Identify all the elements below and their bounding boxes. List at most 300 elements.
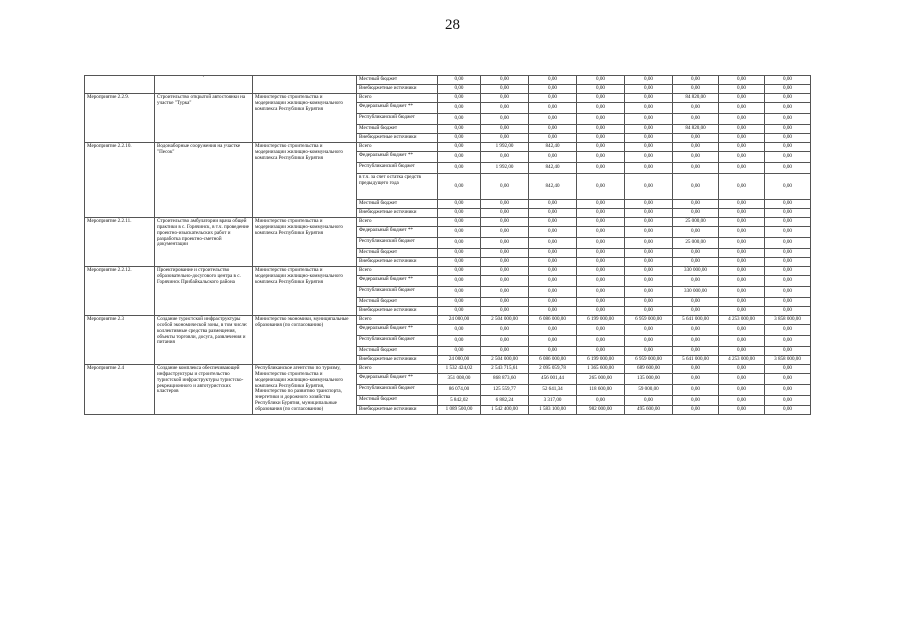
amount-cell: 5 641 000,00 — [673, 316, 719, 325]
amount-cell: 0,00 — [438, 307, 481, 316]
amount-cell: 0,00 — [529, 114, 577, 125]
amount-cell: 1 532 424,02 — [438, 365, 481, 374]
amount-cell: 0,00 — [673, 200, 719, 209]
amount-cell: 0,00 — [765, 365, 811, 374]
amount-cell: 0,00 — [529, 94, 577, 103]
amount-cell: 982 000,00 — [577, 405, 625, 414]
amount-cell: 52 641,34 — [529, 385, 577, 396]
table-row — [85, 94, 811, 103]
funding-source-cell: Внебюджетные источники — [357, 134, 438, 143]
amount-cell: 0,00 — [438, 249, 481, 258]
funding-source-cell: Всего — [357, 316, 438, 325]
funding-source-cell: Внебюджетные источники — [357, 85, 438, 94]
amount-cell: 0,00 — [673, 209, 719, 218]
measure-code-cell: Мероприятие 2.4 — [85, 365, 155, 415]
amount-cell: 0,00 — [673, 143, 719, 152]
amount-cell: 0,00 — [765, 396, 811, 405]
amount-cell: 495 600,00 — [625, 405, 673, 414]
amount-cell: 0,00 — [577, 287, 625, 298]
funding-source-cell: Местный бюджет — [357, 249, 438, 258]
measure-code-cell: Мероприятие 2.3 — [85, 316, 155, 365]
amount-cell: 0,00 — [577, 325, 625, 336]
amount-cell: 5 842,02 — [438, 396, 481, 405]
amount-cell: 1 583 100,00 — [529, 405, 577, 414]
amount-cell: 0,00 — [481, 298, 529, 307]
amount-cell: 0,00 — [625, 134, 673, 143]
amount-cell: 0,00 — [481, 94, 529, 103]
amount-cell: 84 820,00 — [673, 94, 719, 103]
amount-cell: 0,00 — [719, 365, 765, 374]
amount-cell: 0,00 — [765, 209, 811, 218]
amount-cell: 0,00 — [577, 85, 625, 94]
amount-cell: 1 365 600,00 — [577, 365, 625, 374]
amount-cell: 0,00 — [529, 267, 577, 276]
amount-cell: 1 089 500,00 — [438, 405, 481, 414]
amount-cell: 0,00 — [625, 325, 673, 336]
amount-cell: 0,00 — [673, 134, 719, 143]
amount-cell: 0,00 — [438, 238, 481, 249]
amount-cell: 0,00 — [625, 307, 673, 316]
amount-cell: 0,00 — [577, 276, 625, 287]
funding-source-cell: Федеральный бюджет ** — [357, 325, 438, 336]
amount-cell: 0,00 — [673, 405, 719, 414]
amount-cell: 0,00 — [719, 396, 765, 405]
amount-cell: 0,00 — [529, 125, 577, 134]
amount-cell: 0,00 — [625, 143, 673, 152]
amount-cell: 3 858 000,00 — [765, 356, 811, 365]
amount-cell: 0,00 — [481, 85, 529, 94]
amount-cell: 0,00 — [719, 152, 765, 163]
amount-cell: 0,00 — [765, 258, 811, 267]
amount-cell: 0,00 — [719, 143, 765, 152]
amount-cell: 0,00 — [625, 267, 673, 276]
amount-cell: 0,00 — [438, 287, 481, 298]
amount-cell: 0,00 — [625, 209, 673, 218]
amount-cell: 0,00 — [625, 174, 673, 200]
amount-cell: 5 641 000,00 — [673, 356, 719, 365]
amount-cell: 0,00 — [438, 325, 481, 336]
amount-cell: 24 000,00 — [438, 316, 481, 325]
amount-cell: 0,00 — [577, 249, 625, 258]
amount-cell: 0,00 — [673, 114, 719, 125]
amount-cell: 0,00 — [765, 227, 811, 238]
amount-cell: 0,00 — [719, 103, 765, 114]
amount-cell: 4 253 000,00 — [719, 356, 765, 365]
amount-cell: 0,00 — [438, 336, 481, 347]
amount-cell: 351 008,00 — [438, 374, 481, 385]
amount-cell: 0,00 — [481, 152, 529, 163]
amount-cell: 0,00 — [625, 396, 673, 405]
amount-cell: 0,00 — [765, 174, 811, 200]
amount-cell: 0,00 — [625, 125, 673, 134]
amount-cell: 1 992,00 — [481, 163, 529, 174]
amount-cell: 0,00 — [719, 200, 765, 209]
amount-cell: 0,00 — [719, 374, 765, 385]
amount-cell: 0,00 — [529, 134, 577, 143]
executor-cell: Министерство строительства и модернизации жилищно-коммунального комплекса Республики Бурятия — [253, 143, 357, 218]
amount-cell: 0,00 — [625, 298, 673, 307]
amount-cell: 0,00 — [719, 276, 765, 287]
amount-cell: 0,00 — [577, 336, 625, 347]
amount-cell: 0,00 — [529, 218, 577, 227]
amount-cell: 0,00 — [673, 325, 719, 336]
amount-cell: 0,00 — [481, 276, 529, 287]
amount-cell: 0,00 — [765, 276, 811, 287]
amount-cell: 6 199 000,00 — [577, 316, 625, 325]
funding-source-cell: Республиканский бюджет — [357, 336, 438, 347]
measure-name-cell: Создание туристской инфраструктуры особой экономической зоны, в том числе: коллективные средства размещения, объекты торговли, досуга, развлечения и питания — [155, 316, 253, 365]
amount-cell: 0,00 — [719, 298, 765, 307]
measure-code-cell: Мероприятие 2.2.9. — [85, 94, 155, 143]
funding-source-cell: Республиканский бюджет — [357, 385, 438, 396]
amount-cell: 0,00 — [673, 85, 719, 94]
amount-cell: 0,00 — [625, 238, 673, 249]
amount-cell: 0,00 — [673, 152, 719, 163]
amount-cell: 0,00 — [577, 258, 625, 267]
amount-cell: 0,00 — [765, 298, 811, 307]
amount-cell: 0,00 — [438, 298, 481, 307]
amount-cell: 118 600,00 — [577, 385, 625, 396]
amount-cell: 0,00 — [673, 298, 719, 307]
amount-cell: 0,00 — [529, 287, 577, 298]
amount-cell: 0,00 — [673, 76, 719, 85]
amount-cell: 0,00 — [673, 249, 719, 258]
amount-cell: 0,00 — [673, 385, 719, 396]
amount-cell: 0,00 — [438, 218, 481, 227]
amount-cell: 0,00 — [625, 103, 673, 114]
funding-source-cell: Местный бюджет — [357, 76, 438, 85]
page-number: 28 — [445, 17, 460, 33]
amount-cell: 0,00 — [438, 85, 481, 94]
amount-cell: 0,00 — [765, 238, 811, 249]
executor-cell: Министерство экономики, муниципальные образования (по согласованию) — [253, 316, 357, 365]
amount-cell: 0,00 — [577, 227, 625, 238]
amount-cell: 0,00 — [719, 385, 765, 396]
table-row — [85, 267, 811, 276]
amount-cell: 0,00 — [719, 174, 765, 200]
amount-cell: 0,00 — [765, 267, 811, 276]
amount-cell: 6 086 000,00 — [529, 316, 577, 325]
funding-source-cell: Местный бюджет — [357, 396, 438, 405]
amount-cell: 0,00 — [438, 163, 481, 174]
amount-cell: 0,00 — [673, 374, 719, 385]
amount-cell: 330 000,00 — [673, 287, 719, 298]
amount-cell: 689 600,00 — [625, 365, 673, 374]
funding-source-cell: Всего — [357, 218, 438, 227]
amount-cell: 0,00 — [481, 218, 529, 227]
funding-source-cell: Внебюджетные источники — [357, 356, 438, 365]
amount-cell: 0,00 — [625, 249, 673, 258]
amount-cell: 0,00 — [673, 336, 719, 347]
amount-cell: 0,00 — [719, 227, 765, 238]
amount-cell: 0,00 — [438, 103, 481, 114]
table-row — [85, 76, 811, 85]
amount-cell: 0,00 — [529, 152, 577, 163]
funding-source-cell: в т.ч. за счет остатка средств предыдущего года — [357, 174, 438, 200]
amount-cell: 0,00 — [438, 209, 481, 218]
amount-cell: 0,00 — [481, 134, 529, 143]
funding-source-cell: Республиканский бюджет — [357, 163, 438, 174]
amount-cell: 0,00 — [719, 258, 765, 267]
amount-cell: 0,00 — [673, 174, 719, 200]
funding-source-cell: Федеральный бюджет ** — [357, 152, 438, 163]
amount-cell: 0,00 — [481, 249, 529, 258]
amount-cell: 0,00 — [765, 94, 811, 103]
amount-cell: 0,00 — [577, 76, 625, 85]
amount-cell: 0,00 — [438, 114, 481, 125]
amount-cell: 1 992,00 — [481, 143, 529, 152]
executor-cell: Министерство строительства и модернизации жилищно-коммунального комплекса Республики Бурятия — [253, 218, 357, 267]
amount-cell: 0,00 — [673, 396, 719, 405]
table-row — [85, 218, 811, 227]
amount-cell: 2 095 059,78 — [529, 365, 577, 374]
amount-cell: 0,00 — [719, 163, 765, 174]
funding-source-cell: Республиканский бюджет — [357, 238, 438, 249]
amount-cell: 3 858 000,00 — [765, 316, 811, 325]
amount-cell: 0,00 — [529, 238, 577, 249]
amount-cell: 0,00 — [577, 143, 625, 152]
measure-code-cell — [85, 76, 155, 94]
amount-cell: 0,00 — [438, 258, 481, 267]
amount-cell: 135 000,00 — [625, 374, 673, 385]
amount-cell: 0,00 — [577, 347, 625, 356]
funding-source-cell: Федеральный бюджет ** — [357, 374, 438, 385]
amount-cell: 0,00 — [673, 258, 719, 267]
table-row — [85, 365, 811, 374]
amount-cell: 0,00 — [765, 307, 811, 316]
amount-cell: 0,00 — [481, 336, 529, 347]
amount-cell: 0,00 — [625, 287, 673, 298]
amount-cell: 0,00 — [529, 209, 577, 218]
amount-cell: 0,00 — [765, 385, 811, 396]
amount-cell: 0,00 — [719, 218, 765, 227]
amount-cell: 6 086 000,00 — [529, 356, 577, 365]
amount-cell: 0,00 — [765, 114, 811, 125]
amount-cell: 0,00 — [438, 152, 481, 163]
amount-cell: 0,00 — [765, 85, 811, 94]
funding-source-cell: Всего — [357, 365, 438, 374]
funding-source-cell: Внебюджетные источники — [357, 209, 438, 218]
amount-cell: 330 000,00 — [673, 267, 719, 276]
amount-cell: 0,00 — [765, 125, 811, 134]
amount-cell: 0,00 — [577, 163, 625, 174]
amount-cell: 0,00 — [625, 114, 673, 125]
amount-cell: 0,00 — [438, 174, 481, 200]
amount-cell: 24 000,00 — [438, 356, 481, 365]
amount-cell: 0,00 — [719, 238, 765, 249]
amount-cell: 0,00 — [529, 298, 577, 307]
amount-cell: 0,00 — [577, 298, 625, 307]
amount-cell: 0,00 — [481, 125, 529, 134]
executor-cell: Министерство строительства и модернизации жилищно-коммунального комплекса Республики Бурятия — [253, 94, 357, 143]
amount-cell: 0,00 — [765, 347, 811, 356]
amount-cell: 0,00 — [481, 238, 529, 249]
amount-cell: 2 504 000,00 — [481, 316, 529, 325]
amount-cell: 0,00 — [577, 134, 625, 143]
amount-cell: 0,00 — [438, 143, 481, 152]
amount-cell: 0,00 — [673, 163, 719, 174]
amount-cell: 842,40 — [529, 174, 577, 200]
amount-cell: 0,00 — [765, 163, 811, 174]
amount-cell: 0,00 — [481, 287, 529, 298]
amount-cell: 0,00 — [529, 347, 577, 356]
amount-cell: 0,00 — [719, 405, 765, 414]
amount-cell: 0,00 — [577, 238, 625, 249]
measure-name-cell: Водонаборные сооружения на участке "Песок" — [155, 143, 253, 218]
amount-cell: 25 000,00 — [673, 218, 719, 227]
funding-source-cell: Федеральный бюджет ** — [357, 276, 438, 287]
funding-source-cell: Местный бюджет — [357, 298, 438, 307]
amount-cell: 0,00 — [765, 200, 811, 209]
funding-source-cell: Внебюджетные источники — [357, 405, 438, 414]
amount-cell: 0,00 — [577, 396, 625, 405]
amount-cell: 25 000,00 — [673, 238, 719, 249]
funding-source-cell: Внебюджетные источники — [357, 307, 438, 316]
amount-cell: 0,00 — [481, 307, 529, 316]
amount-cell: 3 317,00 — [529, 396, 577, 405]
amount-cell: 0,00 — [577, 103, 625, 114]
amount-cell: 0,00 — [719, 114, 765, 125]
amount-cell: 0,00 — [577, 200, 625, 209]
amount-cell: 0,00 — [438, 227, 481, 238]
amount-cell: 0,00 — [481, 267, 529, 276]
amount-cell: 0,00 — [529, 336, 577, 347]
amount-cell: 0,00 — [625, 76, 673, 85]
funding-source-cell: Местный бюджет — [357, 125, 438, 134]
amount-cell: 0,00 — [481, 347, 529, 356]
amount-cell: 0,00 — [625, 336, 673, 347]
amount-cell: 0,00 — [577, 152, 625, 163]
amount-cell: 0,00 — [625, 347, 673, 356]
amount-cell: 0,00 — [765, 325, 811, 336]
amount-cell: 0,00 — [625, 218, 673, 227]
amount-cell: 0,00 — [577, 114, 625, 125]
amount-cell: 842,40 — [529, 143, 577, 152]
amount-cell: 0,00 — [529, 227, 577, 238]
amount-cell: 0,00 — [765, 374, 811, 385]
amount-cell: 0,00 — [625, 152, 673, 163]
amount-cell: 0,00 — [673, 227, 719, 238]
funding-source-cell: Всего — [357, 94, 438, 103]
amount-cell: 0,00 — [577, 209, 625, 218]
amount-cell: 0,00 — [529, 249, 577, 258]
amount-cell: 6 882,24 — [481, 396, 529, 405]
amount-cell: 0,00 — [481, 258, 529, 267]
amount-cell: 0,00 — [625, 258, 673, 267]
funding-source-cell: Всего — [357, 143, 438, 152]
amount-cell: 0,00 — [438, 94, 481, 103]
funding-source-cell: Республиканский бюджет — [357, 287, 438, 298]
amount-cell: 2 504 000,00 — [481, 356, 529, 365]
amount-cell: 0,00 — [438, 347, 481, 356]
amount-cell: 0,00 — [719, 209, 765, 218]
amount-cell: 0,00 — [673, 103, 719, 114]
amount-cell: 0,00 — [719, 307, 765, 316]
amount-cell: 4 253 000,00 — [719, 316, 765, 325]
amount-cell: 0,00 — [625, 200, 673, 209]
amount-cell: 0,00 — [577, 125, 625, 134]
amount-cell: 0,00 — [529, 325, 577, 336]
amount-cell: 0,00 — [719, 347, 765, 356]
amount-cell: 0,00 — [529, 276, 577, 287]
amount-cell: 0,00 — [765, 143, 811, 152]
amount-cell: 0,00 — [481, 325, 529, 336]
amount-cell: 0,00 — [719, 336, 765, 347]
amount-cell: 0,00 — [625, 85, 673, 94]
amount-cell: 86 074,00 — [438, 385, 481, 396]
amount-cell: 0,00 — [765, 218, 811, 227]
amount-cell: 0,00 — [625, 276, 673, 287]
amount-cell: 0,00 — [438, 134, 481, 143]
amount-cell: 0,00 — [673, 307, 719, 316]
amount-cell: 0,00 — [481, 200, 529, 209]
budget-table — [84, 75, 811, 415]
executor-cell: Республиканское агентство по туризму, Министерство строительства и модернизации жилищно-коммунального комплекса Республики Бурятия, Министерство по развитию транспорта, энергетики и дорожного хозяйства Республики Бурятия, муниципальные образования (по согласованию) — [253, 365, 357, 415]
measure-name-cell: ` — [155, 76, 253, 94]
amount-cell: 265 000,00 — [577, 374, 625, 385]
amount-cell: 0,00 — [719, 134, 765, 143]
budget-table-body — [85, 76, 811, 415]
amount-cell: 0,00 — [438, 267, 481, 276]
amount-cell: 0,00 — [577, 218, 625, 227]
measure-code-cell: Мероприятие 2.2.12. — [85, 267, 155, 316]
amount-cell: 456 001,44 — [529, 374, 577, 385]
amount-cell: 6 959 000,00 — [625, 356, 673, 365]
amount-cell: 125 559,77 — [481, 385, 529, 396]
amount-cell: 0,00 — [481, 114, 529, 125]
amount-cell: 0,00 — [719, 85, 765, 94]
amount-cell: 0,00 — [481, 209, 529, 218]
amount-cell: 0,00 — [481, 76, 529, 85]
amount-cell: 0,00 — [765, 76, 811, 85]
amount-cell: 0,00 — [529, 307, 577, 316]
amount-cell: 0,00 — [765, 103, 811, 114]
amount-cell: 0,00 — [481, 227, 529, 238]
executor-cell — [253, 76, 357, 94]
amount-cell: 0,00 — [765, 336, 811, 347]
amount-cell: 0,00 — [673, 347, 719, 356]
funding-source-cell: Местный бюджет — [357, 200, 438, 209]
amount-cell: 0,00 — [625, 163, 673, 174]
executor-cell: Министерство строительства и модернизации жилищно-коммунального комплекса Республики Бурятия — [253, 267, 357, 316]
amount-cell: 0,00 — [529, 85, 577, 94]
amount-cell: 0,00 — [529, 200, 577, 209]
amount-cell: 0,00 — [719, 125, 765, 134]
measure-code-cell: Мероприятие 2.2.10. — [85, 143, 155, 218]
funding-source-cell: Республиканский бюджет — [357, 114, 438, 125]
amount-cell: 0,00 — [625, 227, 673, 238]
amount-cell: 0,00 — [577, 94, 625, 103]
funding-source-cell: Федеральный бюджет ** — [357, 227, 438, 238]
amount-cell: 0,00 — [719, 325, 765, 336]
amount-cell: 0,00 — [625, 94, 673, 103]
amount-cell: 0,00 — [719, 94, 765, 103]
amount-cell: 0,00 — [438, 276, 481, 287]
table-row — [85, 316, 811, 325]
amount-cell: 6 959 000,00 — [625, 316, 673, 325]
funding-source-cell: Внебюджетные источники — [357, 258, 438, 267]
amount-cell: 0,00 — [438, 200, 481, 209]
amount-cell: 0,00 — [719, 76, 765, 85]
measure-code-cell: Мероприятие 2.2.11. — [85, 218, 155, 267]
amount-cell: 0,00 — [673, 365, 719, 374]
amount-cell: 6 199 000,00 — [577, 356, 625, 365]
amount-cell: 0,00 — [577, 307, 625, 316]
measure-name-cell: Создание комплекса обеспечивающей инфраструктуры и строительство туристской инфраструктуры туристско-рекреационного и автотуристских кластеров — [155, 365, 253, 415]
amount-cell: 0,00 — [529, 258, 577, 267]
amount-cell: 0,00 — [577, 174, 625, 200]
amount-cell: 868 873,60 — [481, 374, 529, 385]
